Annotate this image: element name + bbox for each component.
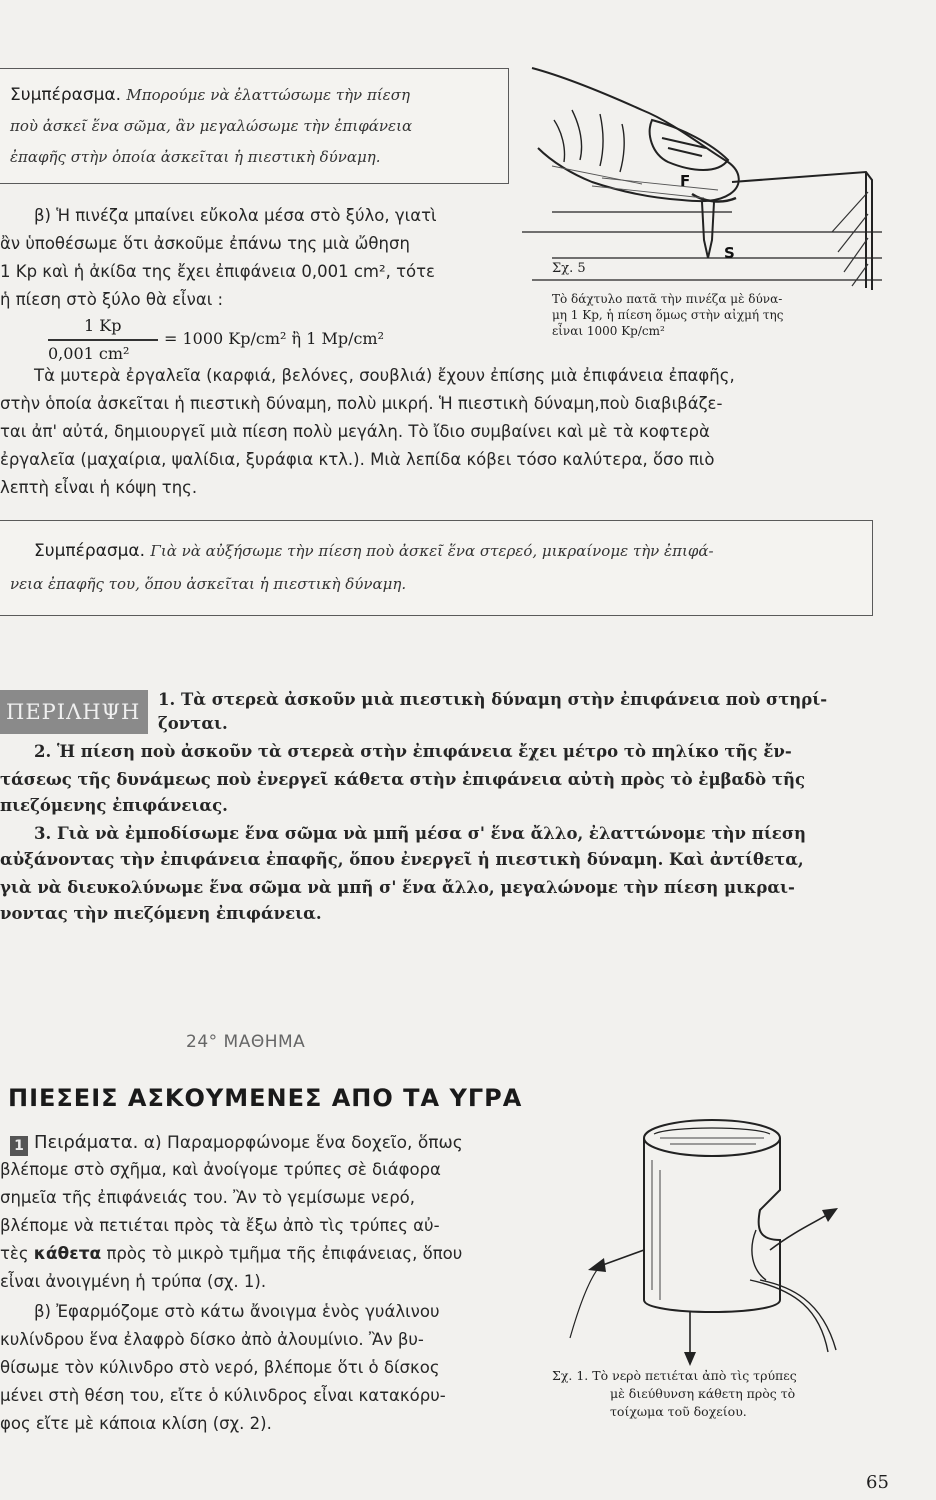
paragraph-line: σημεῖα τῆς ἐπιφάνειάς του. Ἂν τὸ γεμίσωμε νερό, — [0, 1188, 416, 1207]
emphasis-word: κάθετα — [33, 1244, 102, 1264]
paragraph-line: ἂν ὑποθέσωμε ὅτι ἀσκοῦμε ἐπάνω της μιὰ ὤθηση — [0, 234, 410, 253]
summary-line: νοντας τὴν πιεζόμενη ἐπιφάνεια. — [0, 904, 322, 923]
conclusion-lead: Συμπέρασμα. — [34, 541, 146, 561]
paragraph-line: βλέπομε νὰ πετιέται πρὸς τὰ ἔξω ἀπὸ τὶς τρύπες αὐ- — [0, 1216, 440, 1235]
paragraph-line: 1 Kp καὶ ἡ ἀκίδα της ἔχει ἐπιφάνεια 0,001 cm², τότε — [0, 262, 435, 281]
conclusion-text: ἐπαφῆς στὴν ὁποία ἀσκεῖται ἡ πιεστικὴ δύναμη. — [10, 148, 381, 166]
summary-line: 1. Τὰ στερεὰ ἀσκοῦν μιὰ πιεστικὴ δύναμη στὴν ἐπιφάνεια ποὺ στηρί- — [158, 690, 828, 709]
figure-5-thumbtack-illustration — [492, 62, 892, 292]
paragraph-line: φος εἴτε μὲ κάποια κλίση (σχ. 2). — [0, 1414, 272, 1433]
summary-line: πιεζόμενης ἐπιφάνειας. — [0, 796, 228, 815]
figure-5-caption: Τὸ δάχτυλο πατᾶ τὴν πινέζα μὲ δύνα- — [552, 292, 783, 306]
paragraph-line: λεπτὴ εἶναι ἡ κόψη της. — [0, 478, 198, 497]
formula — [44, 316, 474, 368]
paragraph-line: βλέπομε στὸ σχῆμα, καὶ ἀνοίγομε τρύπες σὲ διάφορα — [0, 1160, 441, 1179]
figure-1-vessel-illustration — [560, 1090, 890, 1370]
paragraph-line: ἡ πίεση στὸ ξύλο θὰ εἶναι : — [0, 290, 224, 309]
surface-label-s: S — [724, 244, 735, 262]
page-number: 65 — [866, 1472, 889, 1493]
conclusion-text: Μπορούμε νὰ ἐλαττώσωμε τὴν πίεση — [126, 86, 410, 104]
paragraph-line: β) Ἐφαρμόζομε στὸ κάτω ἄνοιγμα ἑνὸς γυάλινου — [34, 1302, 440, 1321]
paragraph-line: ται ἀπ' αὐτά, δημιουργεῖ μιὰ πίεση πολὺ μεγάλη. Τὸ ἴδιο συμβαίνει καὶ μὲ τὰ κοφτερὰ — [0, 422, 710, 441]
experiments-heading: Πειράματα. — [34, 1132, 139, 1153]
summary-line: 2. Ἡ πίεση ποὺ ἀσκοῦν τὰ στερεὰ στὴν ἐπιφάνεια ἔχει μέτρο τὸ πηλίκο τῆς ἔν- — [34, 742, 792, 761]
figure-1-caption: μὲ διεύθυνση κάθετη πρὸς τὸ — [610, 1386, 796, 1401]
conclusion-box-2 — [0, 520, 873, 616]
paragraph-line: πρὸς τὸ μικρὸ τμῆμα τῆς ἐπιφάνειας, ὅπου — [106, 1244, 463, 1263]
figure-5-caption: μη 1 Kp, ἡ πίεση ὅμως στὴν αἰχμή της — [552, 308, 784, 322]
summary-line: αὐξάνοντας τὴν ἐπιφάνεια ἐπαφῆς, ὅπου ἐνεργεῖ ἡ πιεστικὴ δύναμη. Καὶ ἀντίθετα, — [0, 850, 804, 869]
figure-5-caption: εἶναι 1000 Kp/cm² — [552, 324, 665, 338]
paragraph-line: ἐργαλεῖα (μαχαίρια, ψαλίδια, ξυράφια κτλ.). Μιὰ λεπίδα κόβει τόσο καλύτερα, ὅσο πιὸ — [0, 450, 715, 469]
force-label-f: F — [680, 172, 691, 190]
paragraph-line: β) Ἡ πινέζα μπαίνει εὔκολα μέσα στὸ ξύλο, γιατὶ — [34, 206, 437, 225]
figure-1-caption: τοίχωμα τοῦ δοχείου. — [610, 1404, 747, 1419]
conclusion-text: ποὺ ἀσκεῖ ἕνα σῶμα, ἂν μεγαλώσωμε τὴν ἐπιφάνεια — [10, 117, 413, 135]
lesson-title: ΠΙΕΣΕΙΣ ΑΣΚΟΥΜΕΝΕΣ ΑΠΟ ΤΑ ΥΓΡΑ — [8, 1084, 523, 1112]
paragraph-tools — [0, 366, 930, 506]
summary-banner: ΠΕΡΙΛΗΨΗ — [0, 690, 148, 734]
fraction-bar — [48, 339, 158, 341]
figure-5-label: Σχ. 5 — [552, 261, 586, 276]
conclusion-lead: Συμπέρασμα. — [10, 85, 122, 105]
summary-line: τάσεως τῆς δυνάμεως ποὺ ἐνεργεῖ κάθετα στὴν ἐπιφάνεια αὐτὴ πρὸς τὸ ἐμβαδὸ τῆς — [0, 770, 806, 789]
lesson-label: 24° ΜΑΘΗΜΑ — [186, 1032, 306, 1052]
summary-line: ζονται. — [158, 714, 228, 733]
formula-denominator: 0,001 cm² — [48, 344, 130, 363]
paragraph-line: κυλίνδρου ἕνα ἐλαφρὸ δίσκο ἀπὸ ἀλουμίνιο. Ἂν βυ- — [0, 1330, 424, 1349]
paragraph-line: στὴν ὁποία ἀσκεῖται ἡ πιεστικὴ δύναμη, πολὺ μικρή. Ἡ πιεστικὴ δύναμη,ποὺ διαβιβάζε- — [0, 394, 723, 413]
figure-1-caption: Σχ. 1. Τὸ νερὸ πετιέται ἀπὸ τὶς τρύπες — [552, 1368, 797, 1383]
summary-line: γιὰ νὰ διευκολύνωμε ἕνα σῶμα νὰ μπῆ σ' ἕνα ἄλλο, μεγαλώνομε τὴν πίεση μικραι- — [0, 878, 795, 897]
summary-line: 3. Γιὰ νὰ ἐμποδίσωμε ἕνα σῶμα νὰ μπῆ μέσα σ' ἕνα ἄλλο, ἐλαττώνομε τὴν πίεση — [34, 824, 806, 843]
paragraph-line: Τὰ μυτερὰ ἐργαλεῖα (καρφιά, βελόνες, σουβλιά) ἔχουν ἐπίσης μιὰ ἐπιφάνεια ἐπαφῆς, — [34, 366, 735, 385]
paragraph-line: θίσωμε τὸν κύλινδρο στὸ νερό, βλέπομε ὅτι ὁ δίσκος — [0, 1358, 440, 1377]
formula-numerator: 1 Kp — [84, 316, 122, 335]
conclusion-text: νεια ἐπαφῆς του, ὅπου ἀσκεῖται ἡ πιεστικὴ δύναμη. — [10, 575, 407, 593]
summary-section — [0, 690, 900, 930]
conclusion-box-1 — [0, 68, 509, 184]
conclusion-text: Γιὰ νὰ αὐξήσωμε τὴν πίεση ποὺ ἀσκεῖ ἕνα στερεό, μικραίνομε τὴν ἐπιφά- — [150, 542, 714, 560]
formula-result: = 1000 Kp/cm² ἢ 1 Mp/cm² — [164, 329, 385, 348]
paragraph-line: μένει στὴ θέση του, εἴτε ὁ κύλινδρος εἶναι κατακόρυ- — [0, 1386, 446, 1405]
experiments-section — [0, 1132, 540, 1432]
section-number-badge: 1 — [10, 1136, 28, 1156]
paragraph-line: τὲς — [0, 1244, 29, 1263]
paragraph-line: α) Παραμορφώνομε ἕνα δοχεῖο, ὅπως — [143, 1133, 463, 1153]
paragraph-line: εἶναι ἀνοιγμένη ἡ τρύπα (σχ. 1). — [0, 1272, 267, 1291]
